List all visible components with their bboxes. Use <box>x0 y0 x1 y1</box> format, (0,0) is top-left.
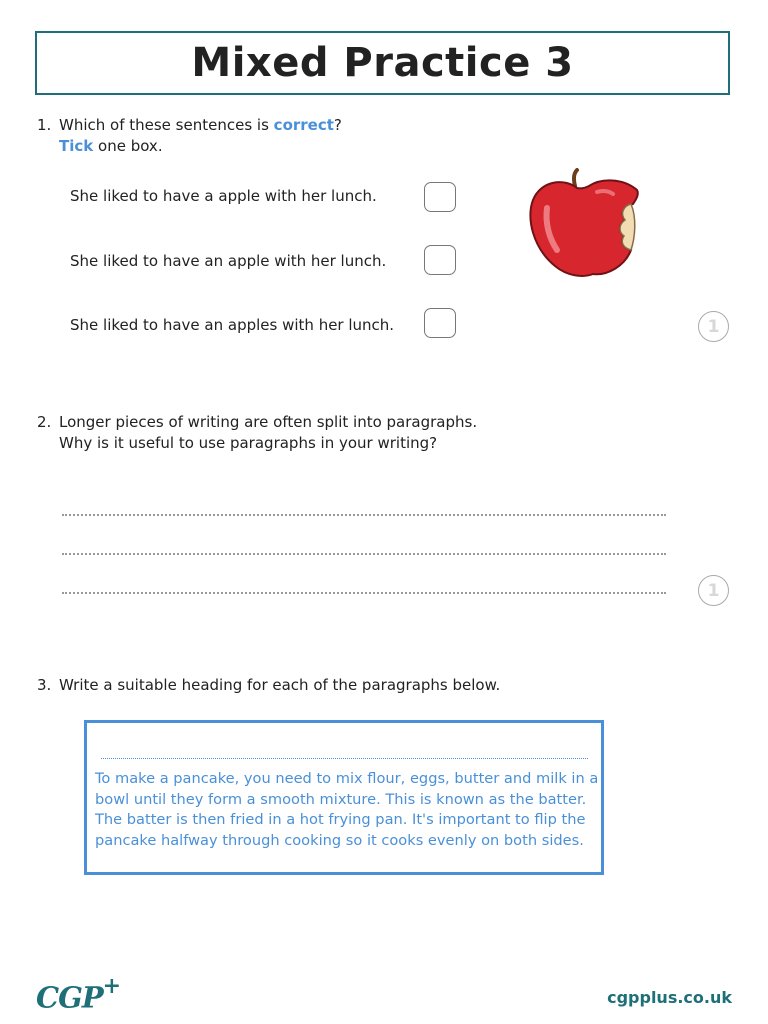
heading-answer-line[interactable] <box>101 758 588 759</box>
question-2-number: 2. <box>37 413 52 431</box>
paragraph-text: To make a pancake, you need to mix flour, eggs, butter and milk in a bowl until they form a smooth mixture. This is known as the batter. The batter is then fried in a hot frying pan. It's important to flip the pancake halfway through cooking so it cooks evenly on both sides. <box>95 770 599 849</box>
option-3-tickbox[interactable] <box>424 308 456 338</box>
question-1-prompt-end: ? <box>333 116 342 134</box>
option-1-tickbox[interactable] <box>424 182 456 212</box>
question-3-prompt: Write a suitable heading for each of the paragraphs below. <box>59 676 501 694</box>
page-title: Mixed Practice 3 <box>191 40 574 86</box>
question-2-line-2: Why is it useful to use paragraphs in your writing? <box>59 434 438 452</box>
question-1-number: 1. <box>37 116 52 134</box>
question-1-prompt-start: Which of these sentences is <box>59 116 274 134</box>
answer-line-2[interactable] <box>62 553 666 555</box>
question-1-marks: 1 <box>698 311 729 342</box>
website-link[interactable]: cgpplus.co.uk <box>607 988 732 1007</box>
apple-icon <box>527 168 645 280</box>
question-2 <box>37 412 477 454</box>
option-2-text: She liked to have an apple with her lunch. <box>70 252 387 270</box>
option-3-text: She liked to have an apples with her lunch. <box>70 316 395 334</box>
option-2-tickbox[interactable] <box>424 245 456 275</box>
answer-line-3[interactable] <box>62 592 666 594</box>
cgp-logo-text: CGP <box>36 980 103 1015</box>
question-1 <box>37 115 342 157</box>
cgp-logo <box>36 973 121 1015</box>
question-3 <box>37 675 500 696</box>
title-box <box>35 31 730 95</box>
paragraph-box <box>84 720 604 875</box>
question-2-line-1: Longer pieces of writing are often split into paragraphs. <box>59 413 478 431</box>
answer-line-1[interactable] <box>62 514 666 516</box>
question-1-instruction-highlight: Tick <box>59 137 94 155</box>
cgp-logo-plus: + <box>102 973 121 999</box>
question-2-marks: 1 <box>698 575 729 606</box>
question-1-prompt-highlight: correct <box>273 116 334 134</box>
question-3-number: 3. <box>37 676 52 694</box>
question-1-instruction-rest: one box. <box>93 137 163 155</box>
option-1-text: She liked to have a apple with her lunch. <box>70 187 377 205</box>
